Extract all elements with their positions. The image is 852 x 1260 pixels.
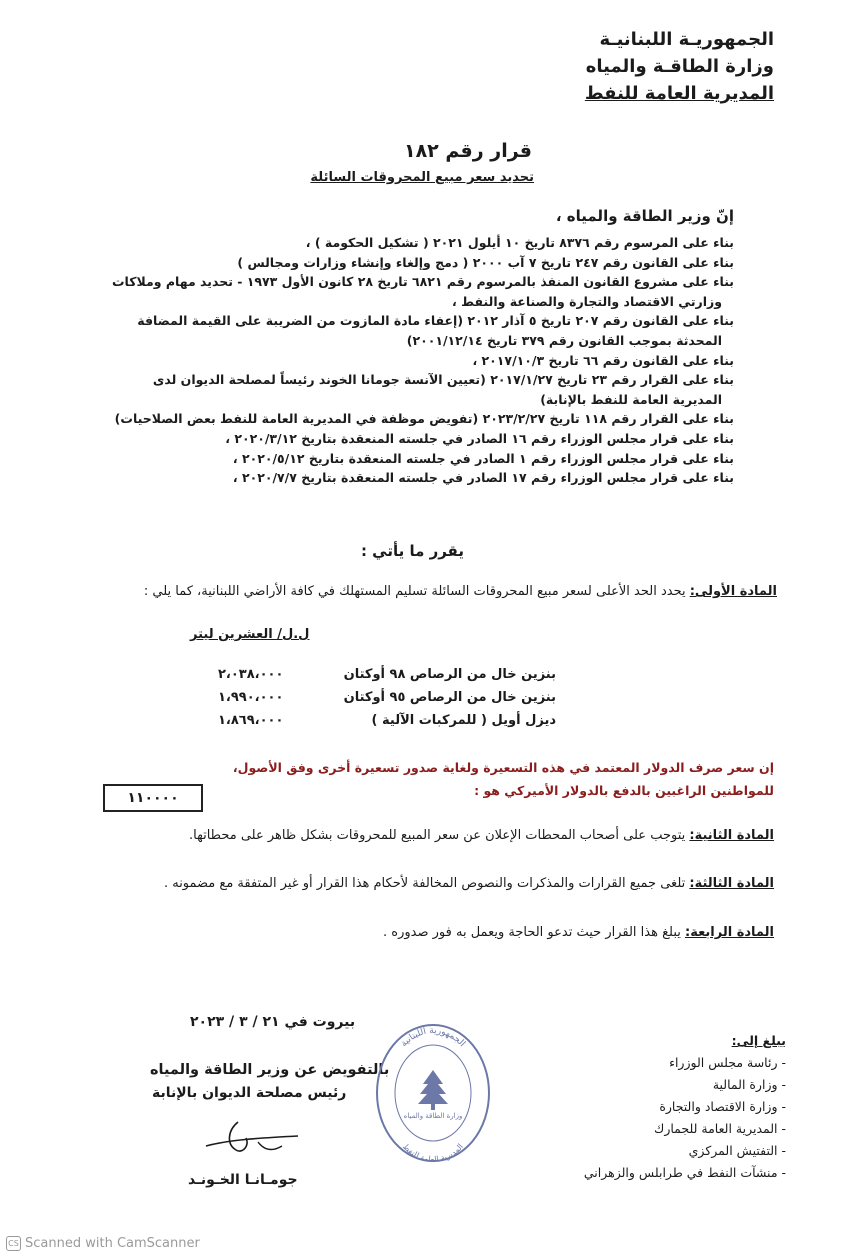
article-2-label: المادة الثانية: <box>689 828 774 843</box>
article-1-label: المادة الأولى: <box>689 584 777 599</box>
article-3 <box>164 876 774 891</box>
fuel-price: ١،٩٩٠،٠٠٠ <box>218 690 284 705</box>
article-4-text: يبلغ هذا القرار حيث تدعو الحاجة ويعمل به فور صدوره . <box>383 925 685 940</box>
distribution-item: - منشآت النفط في طرابلس والزهراني <box>583 1165 786 1180</box>
stamp-text-mid: وزارة الطاقة والمياه <box>403 1112 463 1120</box>
fx-note-line-1: إن سعر صرف الدولار المعتمد في هذه التسعيرة ولغاية صدور تسعيرة أخرى وفق الأصول، <box>232 760 774 775</box>
considerations-list <box>111 233 734 488</box>
distribution-list <box>566 1030 786 1184</box>
fuel-price: ٢،٠٣٨،٠٠٠ <box>218 667 284 682</box>
article-2 <box>189 828 774 843</box>
consideration-line: بناء على القانون رقم ٢٤٧ تاريخ ٧ آب ٢٠٠٠ ( دمج وإلغاء وإنشاء وزارات ومجالس ) <box>237 254 734 270</box>
decides-heading: يقرر ما يأتي : <box>360 542 464 560</box>
ministry-header <box>434 26 774 107</box>
consideration-line: بناء على قرار مجلس الوزراء رقم ١ الصادر في جلسته المنعقدة بتاريخ ٢٠٢٠/٥/١٢ ، <box>232 450 734 466</box>
signatory-name: جومـانـا الخـونـد <box>188 1172 298 1188</box>
distribution-item: - وزارة الاقتصاد والتجارة <box>659 1099 786 1114</box>
consideration-line: بناء على قرار مجلس الوزراء رقم ١٦ الصادر في جلسته المنعقدة بتاريخ ٢٠٢٠/٣/١٢ ، <box>225 430 734 446</box>
header-directorate: المديرية العامة للنفط <box>584 83 774 104</box>
scanner-watermark-text: Scanned with CamScanner <box>25 1236 200 1251</box>
consideration-line: وزارتي الاقتصاد والتجارة والصناعة والنفط ، <box>452 293 722 309</box>
fx-rate-box: ١١٠٠٠٠ <box>103 784 203 812</box>
article-2-text: يتوجب على أصحاب المحطات الإعلان عن سعر المبيع للمحروقات بشكل ظاهر على محطاتها. <box>189 828 690 843</box>
fuel-price: ١،٨٦٩،٠٠٠ <box>218 713 284 728</box>
scanner-watermark <box>6 1236 200 1251</box>
consideration-line: بناء على قرار مجلس الوزراء رقم ١٧ الصادر في جلسته المنعقدة بتاريخ ٢٠٢٠/٧/٧ ، <box>232 470 734 486</box>
stamp-text-top: الجمهورية اللبنانية <box>399 1025 467 1050</box>
distribution-title: يبلغ إلى: <box>731 1033 786 1048</box>
fuel-name: ديزل أويل ( للمركبات الآلية ) <box>371 713 556 728</box>
consideration-line: بناء على القرار رقم ٢٣ تاريخ ٢٠١٧/١/٢٧ (تعيين الآنسة جومانا الخوند رئيساً لمصلحة الديوان لدى <box>152 372 734 388</box>
fx-note-line-2: للمواطنين الراغبين بالدفع بالدولار الأميركي هو : <box>474 783 774 798</box>
distribution-item: - التفتيش المركزي <box>688 1143 786 1158</box>
minister-line: إنّ وزير الطاقة والمياه ، <box>555 207 734 225</box>
decision-subject: تحديد سعر مبيع المحروقات السائلة <box>310 170 534 185</box>
consideration-line: بناء على القرار رقم ١١٨ تاريخ ٢٠٢٣/٢/٢٧ (تفويض موظفة في المديرية العامة للنفط بعض الصلاحيات) <box>114 411 734 427</box>
article-3-text: تلغى جميع القرارات والمذكرات والنصوص المخالفة لأحكام هذا القرار أو غير المتفقة مع مضمونه . <box>163 876 690 891</box>
consideration-line: بناء على مشروع القانون المنفذ بالمرسوم رقم ٦٨٢١ تاريخ ٢٨ كانون الأول ١٩٧٣ - تحديد مهام وملاكات <box>111 274 734 290</box>
price-unit-label: ل.ل/ العشرين ليتر <box>190 627 310 642</box>
signatory-title: رئيس مصلحة الديوان بالإنابة <box>152 1085 347 1101</box>
distribution-item: - وزارة المالية <box>712 1077 786 1092</box>
consideration-line: بناء على المرسوم رقم ٨٣٧٦ تاريخ ١٠ أيلول ٢٠٢١ ( تشكيل الحكومة ) ، <box>305 235 734 250</box>
official-stamp-icon <box>368 1018 498 1168</box>
article-1-text: يحدد الحد الأعلى لسعر مبيع المحروقات السائلة تسليم المستهلك في كافة الأراضي اللبنانية، كما يلي : <box>143 584 690 599</box>
distribution-item: - المديرية العامة للجمارك <box>654 1121 786 1136</box>
signatory-delegation: بالتفويض عن وزير الطاقة والمياه <box>150 1062 390 1078</box>
consideration-line: المديرية العامة للنفط بالإنابة) <box>540 391 722 407</box>
place-date: بيروت في ٢١ / ٣ / ٢٠٢٣ <box>190 1014 356 1030</box>
distribution-item: - رئاسة مجلس الوزراء <box>669 1055 786 1070</box>
camscanner-logo-icon: CS <box>6 1236 21 1251</box>
stamp-text-bottom: المديرية العامة للنفط <box>400 1141 466 1165</box>
article-4 <box>383 925 774 940</box>
fuel-name: بنزين خال من الرصاص ٩٥ أوكتان <box>343 690 556 705</box>
consideration-line: بناء على القانون رقم ٦٦ تاريخ ٢٠١٧/١٠/٣ ، <box>472 352 734 368</box>
consideration-line: بناء على القانون رقم ٢٠٧ تاريخ ٥ آذار ٢٠١٢ (إعفاء مادة المازوت من الضريبة على القيمة المضافة <box>137 313 734 329</box>
consideration-line: المحدثة بموجب القانون رقم ٣٧٩ تاريخ ٢٠٠١/١٢/١٤) <box>406 332 722 348</box>
header-ministry: وزارة الطاقـة والمياه <box>585 56 774 77</box>
handwritten-signature <box>198 1116 308 1160</box>
article-3-label: المادة الثالثة: <box>689 876 774 891</box>
header-republic: الجمهوريـة اللبنانيـة <box>599 29 774 50</box>
fuel-name: بنزين خال من الرصاص ٩٨ أوكتان <box>343 667 556 682</box>
article-1 <box>144 584 777 599</box>
decision-title: قرار رقم ١٨٢ <box>403 140 532 162</box>
article-4-label: المادة الرابعة: <box>685 925 774 940</box>
